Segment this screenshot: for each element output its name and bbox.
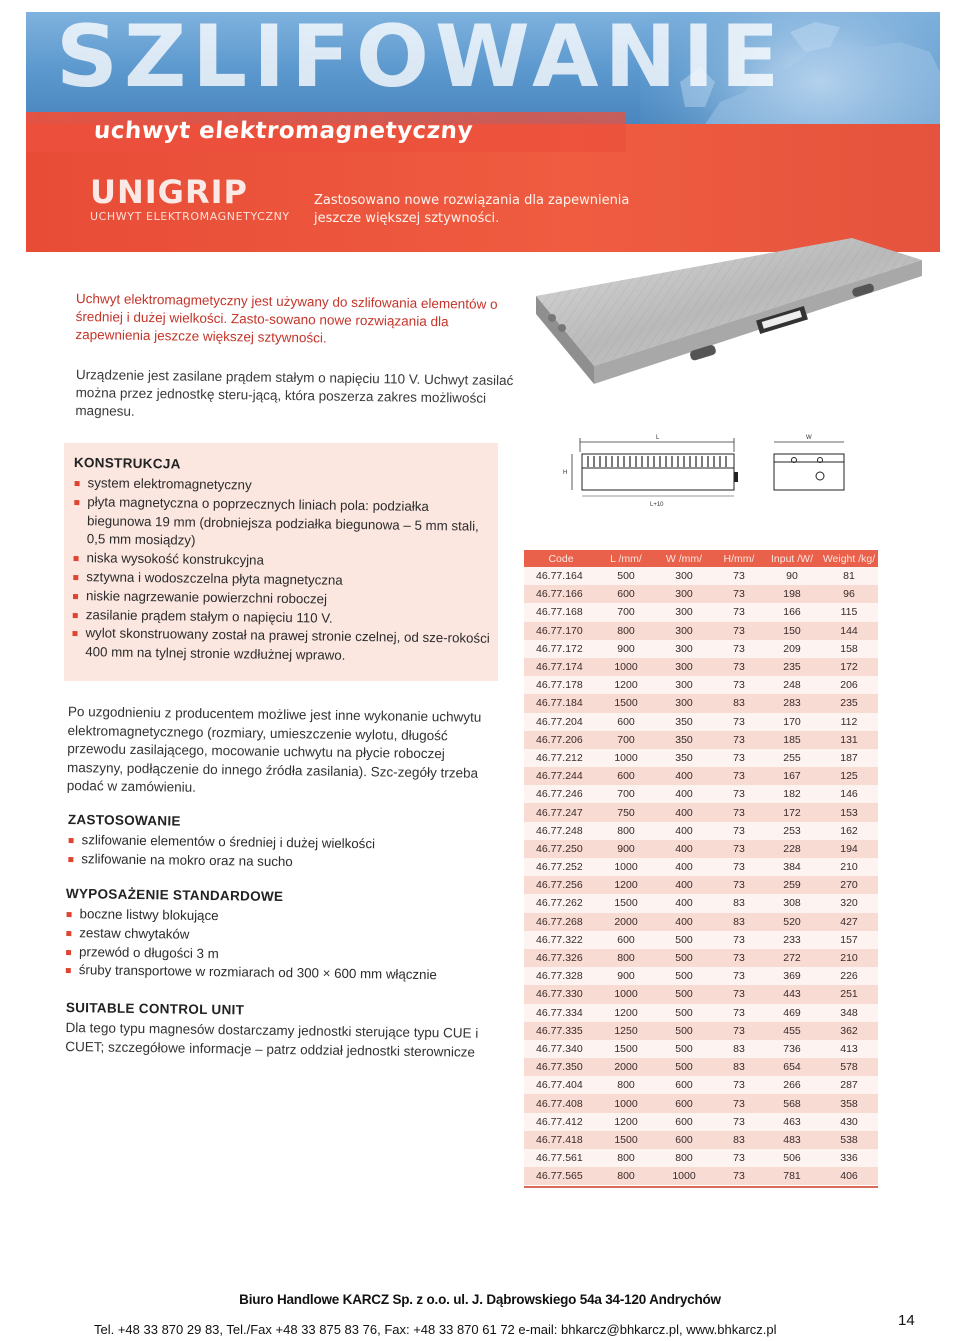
- tagline-line-2: jeszcze większej sztywności.: [314, 211, 500, 226]
- list-item: szlifowanie elementów o średniej i dużej wielkości: [67, 831, 497, 856]
- list-item: płyta magnetyczna o poprzecznych liniach pola: podziałka biegunowa 19 mm (drobniejsza podziałka biegunowa – 5 mm stali, 0,5 mm mosiądzy): [73, 493, 494, 555]
- table-cell: 46.77.262: [524, 894, 598, 912]
- table-cell: 1000: [598, 658, 654, 676]
- list-item: wylot skonstruowany został na prawej stronie czelnej, od sze-rokości 400 mm na tylnej stronie wzdłużnej wprawo.: [71, 624, 491, 667]
- table-row: [524, 822, 878, 840]
- table-cell: 362: [820, 1022, 878, 1040]
- col-header-length: L /mm/: [598, 550, 654, 567]
- table-cell: 46.77.340: [524, 1040, 598, 1058]
- table-row: [524, 603, 878, 621]
- table-cell: 172: [764, 803, 820, 821]
- table-cell: 46.77.248: [524, 822, 598, 840]
- table-cell: 443: [764, 985, 820, 1003]
- table-cell: 900: [598, 840, 654, 858]
- konstrukcja-title: KONSTRUKCJA: [73, 455, 181, 472]
- table-cell: 400: [654, 822, 714, 840]
- table-cell: 153: [820, 803, 878, 821]
- list-item: szlifowanie na mokro oraz na sucho: [67, 850, 497, 875]
- table-cell: 266: [764, 1076, 820, 1094]
- table-cell: 400: [654, 767, 714, 785]
- table-cell: 500: [654, 1022, 714, 1040]
- table-cell: 700: [598, 785, 654, 803]
- table-cell: 2000: [598, 913, 654, 931]
- list-item: niska wysokość konstrukcyjna: [72, 549, 492, 574]
- table-cell: 320: [820, 894, 878, 912]
- col-header-code: Code: [524, 550, 598, 567]
- table-cell: 348: [820, 1004, 878, 1022]
- table-cell: 800: [598, 822, 654, 840]
- table-row: [524, 622, 878, 640]
- table-cell: 308: [764, 894, 820, 912]
- table-cell: 336: [820, 1149, 878, 1167]
- table-cell: 166: [764, 603, 820, 621]
- table-cell: 1500: [598, 694, 654, 712]
- table-cell: 73: [714, 1113, 764, 1131]
- table-cell: 750: [598, 803, 654, 821]
- table-row: [524, 676, 878, 694]
- banner-subtitle: uchwyt elektromagnetyczny: [93, 118, 474, 144]
- table-cell: 483: [764, 1131, 820, 1149]
- table-cell: 73: [714, 803, 764, 821]
- table-cell: 300: [654, 658, 714, 676]
- table-cell: 150: [764, 622, 820, 640]
- table-cell: 500: [654, 967, 714, 985]
- table-cell: 73: [714, 713, 764, 731]
- table-cell: 500: [654, 931, 714, 949]
- table-cell: 1250: [598, 1022, 654, 1040]
- table-cell: 46.77.247: [524, 803, 598, 821]
- table-cell: 600: [654, 1113, 714, 1131]
- table-cell: 73: [714, 585, 764, 603]
- table-cell: 1000: [598, 749, 654, 767]
- header-banner: [26, 12, 940, 252]
- table-row: [524, 640, 878, 658]
- table-cell: 500: [654, 985, 714, 1003]
- table-cell: 400: [654, 785, 714, 803]
- table-cell: 83: [714, 1131, 764, 1149]
- table-row: [524, 840, 878, 858]
- table-cell: 235: [764, 658, 820, 676]
- col-header-height: H/mm/: [714, 550, 764, 567]
- list-item: sztywna i wodoszczelna płyta magnetyczna: [72, 568, 492, 593]
- table-cell: 781: [764, 1167, 820, 1185]
- magnetic-chuck-product-image: [522, 218, 942, 418]
- table-row: [524, 713, 878, 731]
- table-cell: 600: [598, 585, 654, 603]
- table-cell: 46.77.408: [524, 1094, 598, 1112]
- table-cell: 73: [714, 658, 764, 676]
- table-cell: 46.77.330: [524, 985, 598, 1003]
- table-cell: 568: [764, 1094, 820, 1112]
- table-row: [524, 1167, 878, 1185]
- table-cell: 1500: [598, 894, 654, 912]
- table-cell: 46.77.256: [524, 876, 598, 894]
- banner-big-title: SZLIFOWANIE: [56, 12, 786, 107]
- table-row: [524, 585, 878, 603]
- table-row: [524, 1149, 878, 1167]
- table-cell: 182: [764, 785, 820, 803]
- table-cell: 90: [764, 567, 820, 585]
- table-cell: 283: [764, 694, 820, 712]
- table-cell: 538: [820, 1131, 878, 1149]
- table-cell: 209: [764, 640, 820, 658]
- table-cell: 800: [598, 1167, 654, 1185]
- table-cell: 520: [764, 913, 820, 931]
- table-cell: 1000: [598, 858, 654, 876]
- table-cell: 1500: [598, 1131, 654, 1149]
- table-cell: 400: [654, 876, 714, 894]
- table-cell: 413: [820, 1040, 878, 1058]
- table-row: [524, 949, 878, 967]
- table-cell: 210: [820, 949, 878, 967]
- control-unit-section: [65, 1000, 496, 1062]
- table-row: [524, 1022, 878, 1040]
- intro-text-red: Uchwyt elektromagmetyczny jest używany do szlifowania elementów o średniej i dużej wielkości. Zasto-sowano nowe rozwiązania dla zapewnienia jeszcze większej sztywności.: [75, 290, 498, 346]
- table-cell: 430: [820, 1113, 878, 1131]
- table-cell: 455: [764, 1022, 820, 1040]
- table-row: [524, 658, 878, 676]
- table-cell: 73: [714, 967, 764, 985]
- table-cell: 158: [820, 640, 878, 658]
- table-cell: 384: [764, 858, 820, 876]
- table-cell: 46.77.350: [524, 1058, 598, 1076]
- intro-text-power: Urządzenie jest zasilane prądem stałym o napięciu 110 V. Uchwyt zasilać można przez jednostkę steru-jącą, która poszerza zakres możliwości magnesu.: [75, 366, 514, 419]
- table-cell: 73: [714, 567, 764, 585]
- footer-contact: Tel. +48 33 870 29 83, Tel./Fax +48 33 875 83 76, Fax: +48 33 870 61 72 e-mail: bhkarcz@bhkarcz.pl, www.bhkarcz.pl: [94, 1322, 777, 1337]
- table-cell: 73: [714, 767, 764, 785]
- table-cell: 46.77.328: [524, 967, 598, 985]
- table-body: [524, 567, 878, 1185]
- table-row: [524, 767, 878, 785]
- table-cell: 73: [714, 749, 764, 767]
- table-row: [524, 749, 878, 767]
- table-cell: 400: [654, 858, 714, 876]
- table-cell: 800: [598, 1076, 654, 1094]
- table-cell: 46.77.212: [524, 749, 598, 767]
- table-cell: 287: [820, 1076, 878, 1094]
- table-cell: 46.77.412: [524, 1113, 598, 1131]
- dim-label-h: H: [563, 470, 568, 476]
- table-row: [524, 1113, 878, 1131]
- table-cell: 255: [764, 749, 820, 767]
- table-cell: 1200: [598, 1113, 654, 1131]
- table-cell: 125: [820, 767, 878, 785]
- specification-table: [524, 550, 878, 1185]
- table-cell: 83: [714, 894, 764, 912]
- table-bottom-rule: [524, 1186, 878, 1188]
- table-cell: 73: [714, 985, 764, 1003]
- table-cell: 131: [820, 731, 878, 749]
- table-cell: 187: [820, 749, 878, 767]
- table-cell: 300: [654, 640, 714, 658]
- list-item: zestaw chwytaków: [65, 924, 495, 949]
- table-cell: 81: [820, 567, 878, 585]
- zastosowanie-title: ZASTOSOWANIE: [67, 812, 181, 829]
- table-cell: 73: [714, 1149, 764, 1167]
- table-cell: 300: [654, 622, 714, 640]
- table-cell: 600: [598, 931, 654, 949]
- table-cell: 350: [654, 713, 714, 731]
- table-cell: 400: [654, 913, 714, 931]
- list-item: boczne listwy blokujące: [65, 905, 495, 930]
- footer-address: Biuro Handlowe KARCZ Sp. z o.o. ul. J. Dąbrowskiego 54a 34-120 Andrychów: [239, 1292, 721, 1307]
- table-cell: 146: [820, 785, 878, 803]
- table-cell: 46.77.252: [524, 858, 598, 876]
- table-cell: 1200: [598, 1004, 654, 1022]
- table-cell: 83: [714, 1058, 764, 1076]
- table-row: [524, 1004, 878, 1022]
- table-cell: 226: [820, 967, 878, 985]
- table-row: [524, 1040, 878, 1058]
- table-cell: 162: [820, 822, 878, 840]
- table-cell: 46.77.250: [524, 840, 598, 858]
- table-cell: 270: [820, 876, 878, 894]
- table-cell: 350: [654, 731, 714, 749]
- table-cell: 73: [714, 603, 764, 621]
- brand-subtitle: UCHWYT ELEKTROMAGNETYCZNY: [90, 210, 290, 223]
- table-cell: 73: [714, 822, 764, 840]
- table-cell: 427: [820, 913, 878, 931]
- table-cell: 73: [714, 1167, 764, 1185]
- table-row: [524, 1094, 878, 1112]
- table-cell: 46.77.184: [524, 694, 598, 712]
- control-unit-title: SUITABLE CONTROL UNIT: [65, 1000, 245, 1018]
- table-cell: 73: [714, 1076, 764, 1094]
- table-row: [524, 731, 878, 749]
- table-row: [524, 894, 878, 912]
- table-cell: 112: [820, 713, 878, 731]
- table-row: [524, 1131, 878, 1149]
- table-row: [524, 967, 878, 985]
- table-cell: 46.77.178: [524, 676, 598, 694]
- dim-label-l: L: [656, 435, 660, 441]
- table-cell: 1200: [598, 876, 654, 894]
- table-cell: 400: [654, 894, 714, 912]
- table-row: [524, 931, 878, 949]
- table-cell: 800: [654, 1149, 714, 1167]
- table-cell: 73: [714, 858, 764, 876]
- table-cell: 369: [764, 967, 820, 985]
- table-cell: 46.77.174: [524, 658, 598, 676]
- dimension-drawing: [558, 430, 858, 522]
- table-cell: 700: [598, 603, 654, 621]
- table-cell: 600: [654, 1076, 714, 1094]
- zastosowanie-section: [67, 812, 498, 875]
- col-header-input: Input /W/: [764, 550, 820, 567]
- table-row: [524, 1076, 878, 1094]
- table-cell: 83: [714, 694, 764, 712]
- list-item: przewód o długości 3 m: [65, 943, 495, 968]
- table-cell: 1000: [654, 1167, 714, 1185]
- table-cell: 400: [654, 840, 714, 858]
- table-cell: 73: [714, 640, 764, 658]
- table-cell: 46.77.204: [524, 713, 598, 731]
- table-cell: 600: [598, 713, 654, 731]
- table-cell: 46.77.246: [524, 785, 598, 803]
- table-cell: 248: [764, 676, 820, 694]
- table-cell: 73: [714, 1022, 764, 1040]
- table-cell: 400: [654, 803, 714, 821]
- table-cell: 500: [654, 1058, 714, 1076]
- table-cell: 73: [714, 731, 764, 749]
- table-cell: 46.77.172: [524, 640, 598, 658]
- table-cell: 73: [714, 622, 764, 640]
- table-cell: 654: [764, 1058, 820, 1076]
- table-cell: 600: [654, 1094, 714, 1112]
- table-cell: 300: [654, 585, 714, 603]
- table-cell: 800: [598, 949, 654, 967]
- table-cell: 358: [820, 1094, 878, 1112]
- table-cell: 736: [764, 1040, 820, 1058]
- table-cell: 46.77.334: [524, 1004, 598, 1022]
- col-header-weight: Weight /kg/: [820, 550, 878, 567]
- table-cell: 167: [764, 767, 820, 785]
- table-header-row: [524, 550, 878, 567]
- table-cell: 406: [820, 1167, 878, 1185]
- table-cell: 1000: [598, 985, 654, 1003]
- table-cell: 46.77.335: [524, 1022, 598, 1040]
- table-cell: 170: [764, 713, 820, 731]
- table-cell: 46.77.244: [524, 767, 598, 785]
- table-cell: 900: [598, 967, 654, 985]
- col-header-width: W /mm/: [654, 550, 714, 567]
- table-cell: 1500: [598, 1040, 654, 1058]
- table-cell: 115: [820, 603, 878, 621]
- table-cell: 300: [654, 676, 714, 694]
- table-cell: 46.77.170: [524, 622, 598, 640]
- table-cell: 172: [820, 658, 878, 676]
- tagline-line-1: Zastosowano nowe rozwiązania dla zapewnienia: [314, 193, 630, 208]
- table-row: [524, 876, 878, 894]
- table-cell: 300: [654, 567, 714, 585]
- table-cell: 73: [714, 840, 764, 858]
- table-cell: 233: [764, 931, 820, 949]
- table-cell: 185: [764, 731, 820, 749]
- table-cell: 157: [820, 931, 878, 949]
- table-cell: 469: [764, 1004, 820, 1022]
- table-cell: 83: [714, 913, 764, 931]
- table-cell: 206: [820, 676, 878, 694]
- table-cell: 73: [714, 1004, 764, 1022]
- list-item: system elektromagnetyczny: [73, 474, 493, 499]
- table-row: [524, 567, 878, 585]
- wyposazenie-list: [65, 905, 496, 986]
- table-cell: 73: [714, 931, 764, 949]
- zastosowanie-list: [67, 831, 497, 875]
- table-cell: 253: [764, 822, 820, 840]
- table-cell: 210: [820, 858, 878, 876]
- table-cell: 46.77.326: [524, 949, 598, 967]
- page-number: 14: [898, 1312, 915, 1329]
- table-cell: 2000: [598, 1058, 654, 1076]
- control-unit-text: Dla tego typu magnesów dostarczamy jednostki sterujące typu CUE i CUET; szczegółowe informacje – patrz oddział jednostki sterownicze: [65, 1019, 479, 1060]
- table-cell: 83: [714, 1040, 764, 1058]
- list-item: niskie nagrzewanie powierzchni roboczej: [72, 587, 492, 612]
- table-cell: 96: [820, 585, 878, 603]
- brand-name: UNIGRIP: [90, 173, 248, 211]
- table-cell: 73: [714, 1094, 764, 1112]
- table-cell: 235: [820, 694, 878, 712]
- table-cell: 800: [598, 622, 654, 640]
- table-cell: 350: [654, 749, 714, 767]
- table-cell: 46.77.565: [524, 1167, 598, 1185]
- table-cell: 73: [714, 876, 764, 894]
- wyposazenie-section: [65, 886, 496, 986]
- table-row: [524, 803, 878, 821]
- custom-version-paragraph: Po uzgodnieniu z producentem możliwe jest inne wykonanie uchwytu elektromagnetycznego (rozmiary, umieszczenie wylotu, długość przewodu zasilającego, mocowanie uchwytu na płycie roboczej maszyny, podłączenie do innego źródła zasilania). Szc-zegóły trzeba podać w zamówieniu.: [66, 703, 482, 795]
- table-cell: 46.77.206: [524, 731, 598, 749]
- konstrukcja-section: [64, 443, 498, 681]
- table-cell: 144: [820, 622, 878, 640]
- dim-label-w: W: [806, 435, 812, 441]
- table-cell: 251: [820, 985, 878, 1003]
- table-cell: 600: [598, 767, 654, 785]
- wyposazenie-title: WYPOSAŻENIE STANDARDOWE: [65, 886, 284, 905]
- table-cell: 300: [654, 603, 714, 621]
- table-row: [524, 785, 878, 803]
- table-cell: 73: [714, 676, 764, 694]
- table-cell: 46.77.404: [524, 1076, 598, 1094]
- table-row: [524, 1058, 878, 1076]
- table-cell: 900: [598, 640, 654, 658]
- table-cell: 800: [598, 1149, 654, 1167]
- table-cell: 228: [764, 840, 820, 858]
- table-cell: 500: [654, 949, 714, 967]
- table-cell: 198: [764, 585, 820, 603]
- table-cell: 73: [714, 785, 764, 803]
- dim-label-l10: L+10: [650, 502, 664, 508]
- table-cell: 500: [654, 1004, 714, 1022]
- table-row: [524, 985, 878, 1003]
- table-cell: 500: [598, 567, 654, 585]
- table-cell: 463: [764, 1113, 820, 1131]
- table-cell: 73: [714, 949, 764, 967]
- table-cell: 46.77.164: [524, 567, 598, 585]
- table-cell: 46.77.166: [524, 585, 598, 603]
- table-cell: 46.77.561: [524, 1149, 598, 1167]
- list-item: zasilanie prądem stałym o napięciu 110 V.: [72, 606, 492, 631]
- table-row: [524, 858, 878, 876]
- table-cell: 46.77.322: [524, 931, 598, 949]
- table-cell: 1000: [598, 1094, 654, 1112]
- table-cell: 46.77.168: [524, 603, 598, 621]
- table-cell: 46.77.418: [524, 1131, 598, 1149]
- table-cell: 506: [764, 1149, 820, 1167]
- table-cell: 700: [598, 731, 654, 749]
- table-row: [524, 913, 878, 931]
- table-cell: 578: [820, 1058, 878, 1076]
- table-cell: 259: [764, 876, 820, 894]
- table-cell: 194: [820, 840, 878, 858]
- table-cell: 46.77.268: [524, 913, 598, 931]
- konstrukcja-list: [71, 474, 494, 668]
- table-cell: 1200: [598, 676, 654, 694]
- list-item: śruby transportowe w rozmiarach od 300 × 600 mm włącznie: [65, 961, 495, 986]
- table-row: [524, 694, 878, 712]
- table-cell: 600: [654, 1131, 714, 1149]
- table-cell: 500: [654, 1040, 714, 1058]
- table-cell: 272: [764, 949, 820, 967]
- table-cell: 300: [654, 694, 714, 712]
